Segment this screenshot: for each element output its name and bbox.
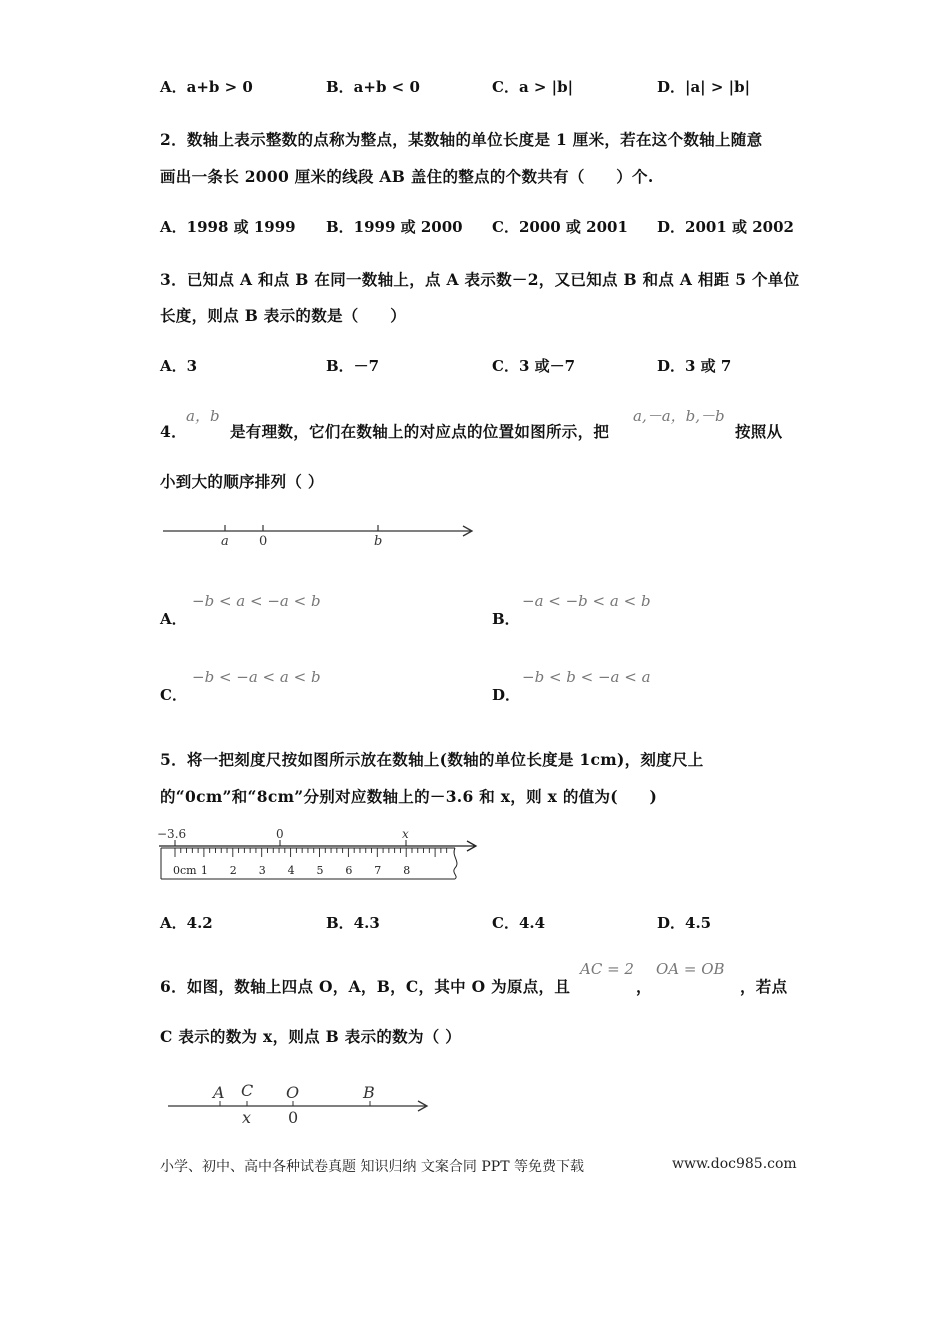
q4-option-d-expr: −b < b < −a < a [522,668,651,686]
q5-label-zero: 0 [276,827,284,841]
q5-ruler-number: 4 [287,864,295,877]
q4-option-c-expr: −b < −a < a < b [192,668,321,686]
q3-option-a: A．3 [160,357,198,375]
q6-label-zero: 0 [288,1108,299,1127]
q2-stem-line2: 画出一条长 2000 厘米的线段 AB 盖住的整点的个数共有（ ）个. [160,167,654,186]
footer-text: 小学、初中、高中各种试卷真题 知识归纳 文案合同 PPT 等免费下载 [160,1159,584,1175]
q4-stem-line2: 小到大的顺序排列（ ） [160,472,324,491]
q4-option-c-label: C． [160,686,187,704]
q6-label-C: C [241,1081,254,1100]
q5-option-b: B．4.3 [326,914,380,932]
q6-label-A: A [213,1083,225,1102]
q6-label-B: B [363,1083,375,1102]
q4-option-a-expr: −b < a < −a < b [192,592,321,610]
q4-ab-formula: a，b [186,407,220,425]
q6-comma: ， [636,977,652,996]
q4-option-d-label: D． [492,686,521,704]
q4-stem-mid: 是有理数，它们在数轴上的对应点的位置如图所示，把 [230,422,610,441]
q5-label-minus3.6: −3.6 [157,827,187,841]
q5-ruler-ticks [175,848,447,857]
q1-option-a: A．a+b > 0 [160,78,253,96]
q1-option-d: D．|a| > |b| [657,78,751,96]
q6-ac-formula: AC = 2 [580,960,634,978]
q6-oa-formula: OA = OB [656,960,725,978]
q4-option-b-expr: −a < −b < a < b [522,592,651,610]
q3-option-b: B．－7 [326,357,380,375]
q6-label-x: x [242,1108,252,1127]
q4-option-a-label: A． [160,610,187,628]
q1-option-c: C．a > |b| [492,78,574,96]
q2-option-a: A．1998 或 1999 [160,218,296,236]
q5-ruler-number: 7 [374,864,382,877]
q6-label-O: O [286,1083,300,1102]
q5-ruler-number: 1 [200,864,208,877]
q6-stem-line1b: ，若点 [740,977,788,996]
q5-stem-line1: 5．将一把刻度尺按如图所示放在数轴上(数轴的单位长度是 1cm)，刻度尺上 [160,750,704,769]
q4-option-b-label: B． [492,610,520,628]
q2-stem-line1: 2．数轴上表示整数的点称为整点，某数轴的单位长度是 1 厘米，若在这个数轴上随意 [160,130,763,149]
q4-number: 4． [160,422,187,441]
q4-stem-end: 按照从 [735,422,783,441]
q5-ruler-number: 5 [316,864,324,877]
q5-stem-line2: 的“0cm”和“8cm”分别对应数轴上的－3.6 和 x，则 x 的值为( ) [160,787,658,806]
q5-ruler-number: 6 [345,864,353,877]
q1-option-b: B．a+b < 0 [326,78,420,96]
q3-option-d: D．3 或 7 [657,357,732,375]
q5-ruler-number: 2 [229,864,237,877]
q5-ruler-cm-label: 0cm [173,864,197,877]
q3-stem-line2: 长度，则点 B 表示的数是（ ） [160,306,406,325]
q5-option-c: C．4.4 [492,914,546,932]
q3-stem-line1: 3．已知点 A 和点 B 在同一数轴上，点 A 表示数－2，又已知点 B 和点 A 相距 5 个单位 [160,270,800,289]
q4-list-formula: a,－a，b,－b [633,407,725,425]
q3-option-c: C．3 或－7 [492,357,576,375]
q2-option-b: B．1999 或 2000 [326,218,463,236]
q5-option-d: D．4.5 [657,914,712,932]
q4-axis-label-a: a [221,534,229,549]
q6-stem-line1a: 6．如图，数轴上四点 O，A，B，C，其中 O 为原点，且 [160,977,571,996]
q6-stem-line2: C 表示的数为 x，则点 B 表示的数为（ ） [160,1027,462,1046]
q6-number-line [160,1077,440,1127]
footer-url[interactable]: www.doc985.com [672,1156,797,1172]
q2-option-d: D．2001 或 2002 [657,218,794,236]
q2-option-c: C．2000 或 2001 [492,218,628,236]
q4-axis-label-zero: 0 [259,534,268,549]
q5-ruler-number: 3 [258,864,266,877]
q5-ruler-number: 8 [403,864,411,877]
q5-ruler-figure [155,826,485,884]
q5-option-a: A．4.2 [160,914,213,932]
q5-label-x: x [402,827,409,841]
q4-number-line [155,515,485,555]
q5-ruler-numbers [173,864,410,877]
q4-axis-label-b: b [374,534,383,549]
